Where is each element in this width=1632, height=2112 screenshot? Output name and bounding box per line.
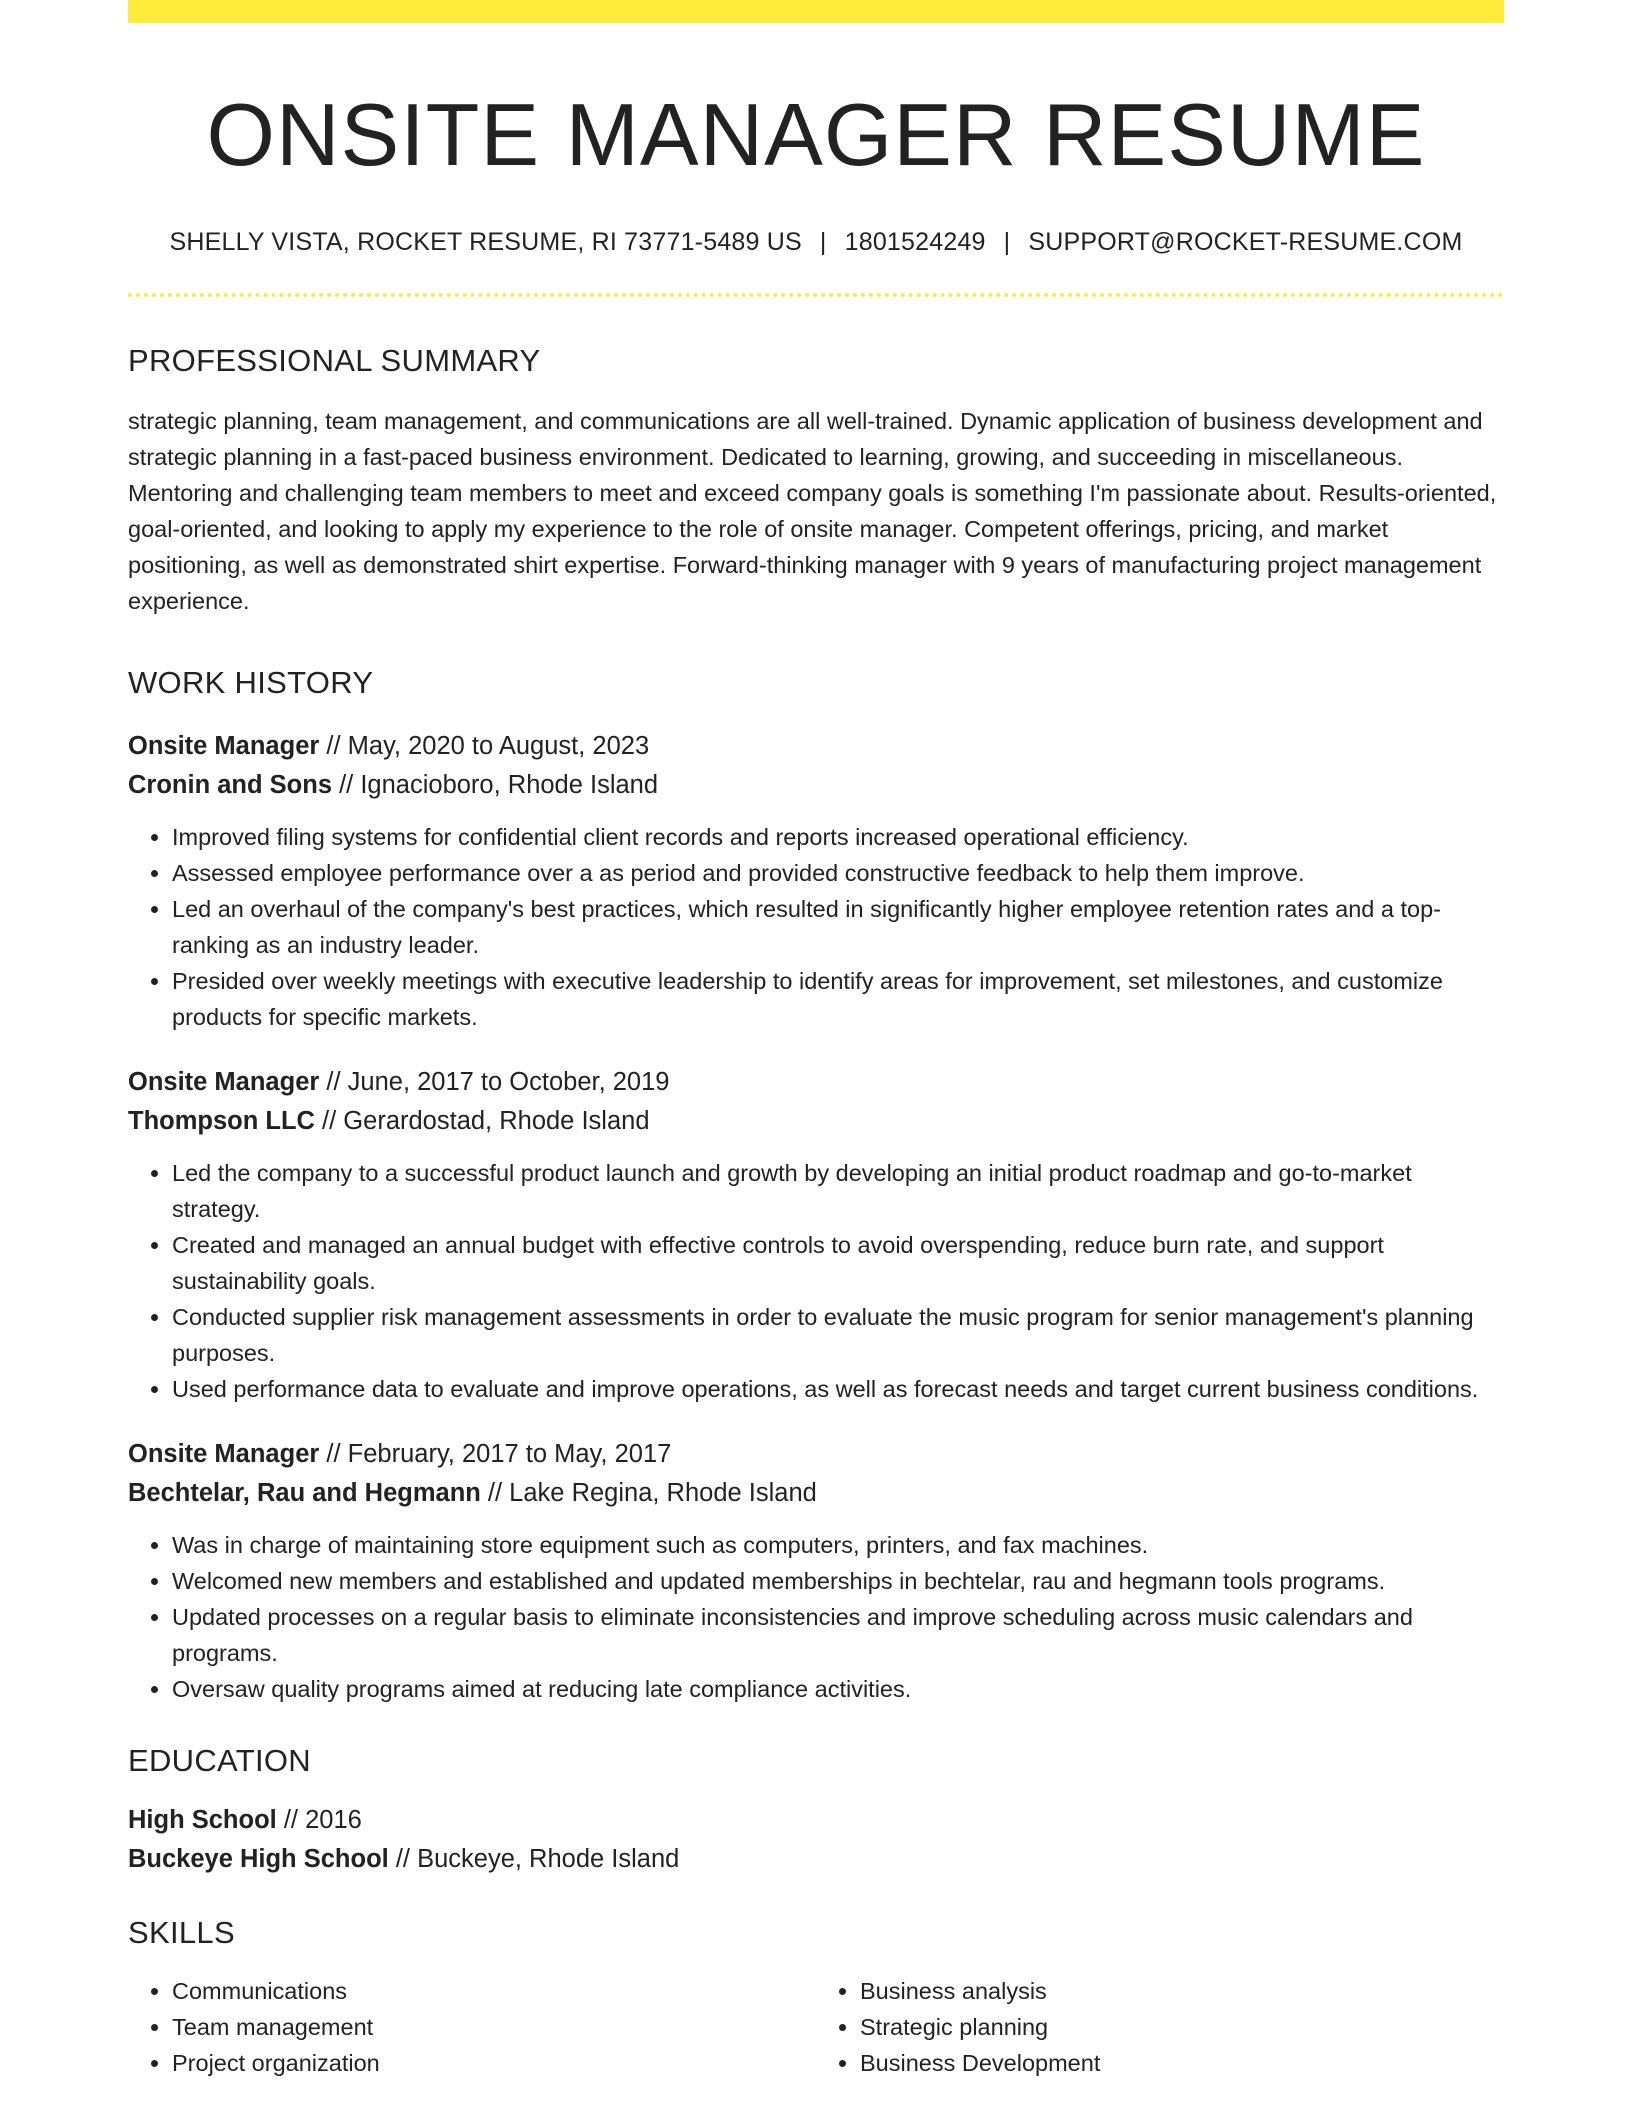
skills-column-right — [816, 1973, 1504, 2081]
job-bullet: • Used performance data to evaluate and improve operations, as well as forecast needs and target current business conditions. — [172, 1371, 1504, 1407]
job-company-line — [128, 1474, 1504, 1513]
job-title-line — [128, 727, 1504, 766]
education-heading: EDUCATION — [128, 1742, 311, 1778]
resume-content — [128, 0, 1504, 2081]
contact-separator: | — [1003, 227, 1011, 256]
degree: High School — [128, 1805, 277, 1834]
job-company-line — [128, 1102, 1504, 1141]
job-location: // Gerardostad, Rhode Island — [314, 1106, 650, 1135]
job-title-line — [128, 1063, 1504, 1102]
job-title: Onsite Manager — [128, 1067, 320, 1096]
contact-email: SUPPORT@ROCKET-RESUME.COM — [1028, 227, 1463, 256]
spacer — [128, 1407, 1504, 1435]
job-title: Onsite Manager — [128, 1439, 320, 1468]
skills-list — [128, 1973, 1504, 2081]
job-dates: // June, 2017 to October, 2019 — [319, 1067, 670, 1096]
job-location: // Lake Regina, Rhode Island — [480, 1478, 817, 1507]
work-history-heading: WORK HISTORY — [128, 664, 374, 700]
job-company: Bechtelar, Rau and Hegmann — [128, 1478, 481, 1507]
skill-item: • Project organization — [172, 2045, 816, 2081]
job-bullet: • Led the company to a successful product launch and growth by developing an initial product roadmap and go-to-market strategy. — [172, 1155, 1504, 1227]
spacer — [128, 1035, 1504, 1063]
job-bullets — [128, 819, 1504, 1035]
job-entry — [128, 1063, 1504, 1407]
job-company: Cronin and Sons — [128, 770, 332, 799]
school-line — [128, 1840, 1504, 1879]
skill-item: • Strategic planning — [860, 2009, 1504, 2045]
job-title: Onsite Manager — [128, 731, 320, 760]
skills-heading: SKILLS — [128, 1914, 235, 1950]
skill-item: • Team management — [172, 2009, 816, 2045]
job-company-line — [128, 766, 1504, 805]
job-dates: // February, 2017 to May, 2017 — [319, 1439, 672, 1468]
contact-separator: | — [819, 227, 827, 256]
job-bullet: • Updated processes on a regular basis to eliminate inconsistencies and improve scheduling across music calendars and programs. — [172, 1599, 1504, 1671]
job-bullet: • Assessed employee performance over a as period and provided constructive feedback to help them improve. — [172, 855, 1504, 891]
skills-column-left — [128, 1973, 816, 2081]
contact-line — [128, 228, 1504, 257]
degree-year: // 2016 — [276, 1805, 362, 1834]
job-company: Thompson LLC — [128, 1106, 315, 1135]
job-bullet: • Conducted supplier risk management assessments in order to evaluate the music program for senior management's planning purposes. — [172, 1299, 1504, 1371]
education-entry — [128, 1801, 1504, 1879]
school-name: Buckeye High School — [128, 1844, 389, 1873]
contact-phone: 1801524249 — [844, 227, 986, 256]
school-location: // Buckeye, Rhode Island — [388, 1844, 680, 1873]
job-location: // Ignacioboro, Rhode Island — [332, 770, 659, 799]
job-bullets — [128, 1155, 1504, 1407]
contact-address: SHELLY VISTA, ROCKET RESUME, RI 73771-5489 US — [169, 227, 802, 256]
skill-item: • Business Development — [860, 2045, 1504, 2081]
job-bullet: • Led an overhaul of the company's best practices, which resulted in significantly higher employee retention rates and a top-ranking as an industry leader. — [172, 891, 1504, 963]
job-bullet: • Oversaw quality programs aimed at reducing late compliance activities. — [172, 1671, 1504, 1707]
summary-heading: PROFESSIONAL SUMMARY — [128, 342, 541, 378]
resume-title: ONSITE MANAGER RESUME — [206, 85, 1426, 184]
job-bullet: • Created and managed an annual budget with effective controls to avoid overspending, reduce burn rate, and support sustainability goals. — [172, 1227, 1504, 1299]
skill-item: • Business analysis — [860, 1973, 1504, 2009]
job-bullet: • Improved filing systems for confidential client records and reports increased operational efficiency. — [172, 819, 1504, 855]
job-bullets — [128, 1527, 1504, 1707]
job-dates: // May, 2020 to August, 2023 — [319, 731, 650, 760]
summary-text: strategic planning, team management, and communications are all well-trained. Dynamic application of business development and strategic planning in a fast-paced business environment. Dedicated to learning, growing, and succeeding in miscellaneous. Mentoring and challenging team members to meet and exceed company goals is something I'm passionate about. Results-oriented, goal-oriented, and looking to apply my experience to the role of onsite manager. Competent offerings, pricing, and market positioning, as well as demonstrated shirt expertise. Forward-thinking manager with 9 years of manufacturing project management experience. — [128, 407, 1497, 614]
job-entry — [128, 1435, 1504, 1707]
job-bullet: • Welcomed new members and established and updated memberships in bechtelar, rau and hegmann tools programs. — [172, 1563, 1504, 1599]
job-bullet: • Was in charge of maintaining store equipment such as computers, printers, and fax machines. — [172, 1527, 1504, 1563]
dotted-divider — [128, 293, 1504, 297]
job-bullet: • Presided over weekly meetings with executive leadership to identify areas for improvement, set milestones, and customize products for specific markets. — [172, 963, 1504, 1035]
job-title-line — [128, 1435, 1504, 1474]
top-accent-bar — [128, 0, 1504, 23]
job-entry — [128, 727, 1504, 1035]
skill-item: • Communications — [172, 1973, 816, 2009]
degree-line — [128, 1801, 1504, 1840]
